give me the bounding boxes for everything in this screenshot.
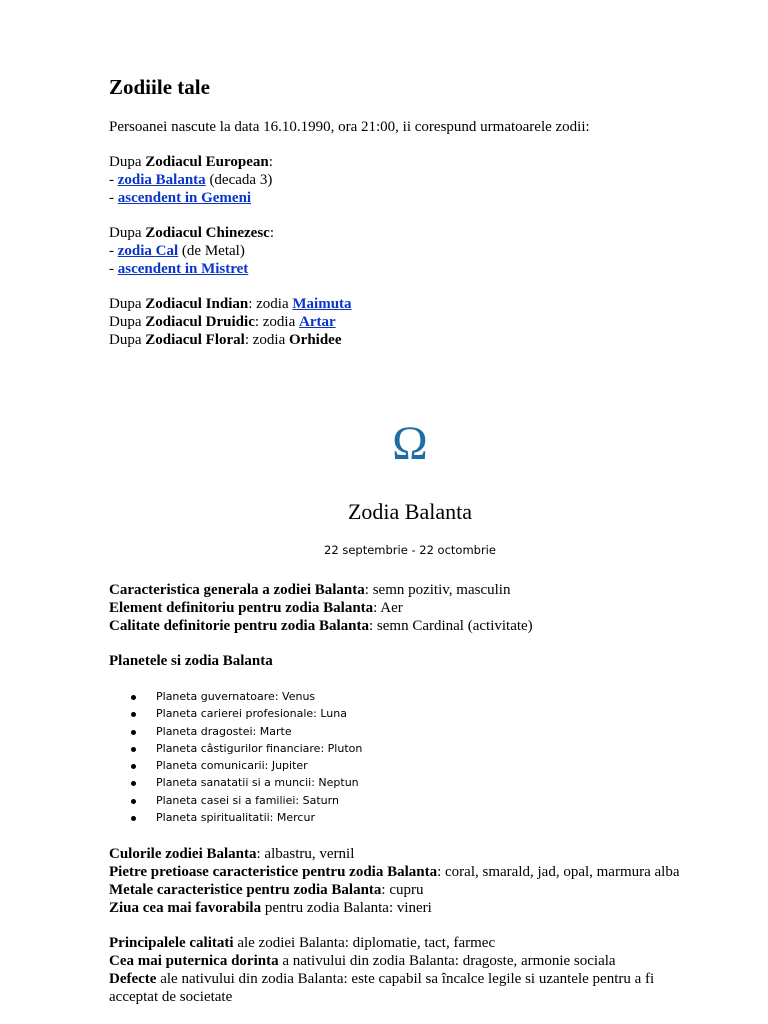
bullet-icon [131,816,136,821]
list-item: Planeta sanatatii si a muncii: Neptun [109,774,362,791]
orhidee-value: Orhidee [289,332,342,348]
detail-line: Ziua cea mai favorabila pentru zodia Balanta: vineri [109,900,432,916]
bullet-icon [131,781,136,786]
intro-text: Persoanei nascute la data 16.10.1990, ora 21:00, ii corespund urmatoarele zodii: [109,119,590,135]
bullet-icon [131,747,136,752]
ascendent-gemeni-link[interactable]: ascendent in Gemeni [117,190,252,206]
maimuta-link[interactable]: Maimuta [292,296,352,312]
bullet-icon [131,799,136,804]
european-label: Zodiacul European [145,154,269,170]
list-item: Planeta casei si a familiei: Saturn [109,792,362,809]
bullet-icon [131,730,136,735]
defects-line: Defecte ale nativului din zodia Balanta: este capabil sa încalce legile si uzantele pentru a fi [109,971,655,987]
planets-heading: Planetele si zodia Balanta [109,653,273,669]
druidic-zodiac-line: Dupa Zodiacul Druidic: zodia Artar [109,314,336,330]
european-ascendent-line: - ascendent in Gemeni [109,190,252,206]
chinese-ascendent-line: - ascendent in Mistret [109,261,249,277]
list-item: Planeta carierei profesionale: Luna [109,705,362,722]
bullet-icon [131,764,136,769]
sign-title: Zodia Balanta [347,499,472,524]
artar-link[interactable]: Artar [299,314,336,330]
zodia-balanta-link[interactable]: zodia Balanta [117,172,206,188]
zodia-cal-link[interactable]: zodia Cal [117,243,179,259]
indian-zodiac-line: Dupa Zodiacul Indian: zodia Maimuta [109,296,352,312]
characteristic-line: Element definitoriu pentru zodia Balanta: Aer [109,600,403,616]
characteristic-line: Calitate definitorie pentru zodia Balanta: semn Cardinal (activitate) [109,618,533,634]
detail-line: Culorile zodiei Balanta: albastru, vernil [109,846,355,862]
list-item: Planeta comunicarii: Jupiter [109,757,362,774]
quality-line: Cea mai puternica dorinta a nativului din zodia Balanta: dragoste, armonie sociala [109,953,616,969]
chinese-sign-line: - zodia Cal (de Metal) [109,243,245,259]
ascendent-mistret-link[interactable]: ascendent in Mistret [117,261,249,277]
bullet-icon [131,712,136,717]
chinese-label: Zodiacul Chinezesc [145,225,270,241]
floral-zodiac-line: Dupa Zodiacul Floral: zodia Orhidee [109,332,342,348]
bullet-icon [131,695,136,700]
defects-line-continued: acceptat de societate [109,989,233,1005]
page-title: Zodiile tale [109,75,210,99]
planets-list [109,688,362,826]
list-item: Planeta guvernatoare: Venus [109,688,362,705]
list-item: Planeta câstigurilor financiare: Pluton [109,740,362,757]
chinese-heading: Dupa Zodiacul Chinezesc: [109,225,275,241]
list-item: Planeta spiritualitatii: Mercur [109,809,362,826]
detail-line: Metale caracteristice pentru zodia Balanta: cupru [109,882,424,898]
list-item: Planeta dragostei: Marte [109,723,362,740]
characteristic-line: Caracteristica generala a zodiei Balanta: semn pozitiv, masculin [109,582,511,598]
quality-line: Principalele calitati ale zodiei Balanta: diplomatie, tact, farmec [109,935,496,951]
european-sign-line: - zodia Balanta (decada 3) [109,172,273,188]
european-heading: Dupa Zodiacul European: [109,154,273,170]
detail-line: Pietre pretioase caracteristice pentru zodia Balanta: coral, smarald, jad, opal, marmura alba [109,864,680,880]
libra-symbol-icon: Ω [392,417,428,470]
sign-dates: 22 septembrie - 22 octombrie [324,543,496,557]
